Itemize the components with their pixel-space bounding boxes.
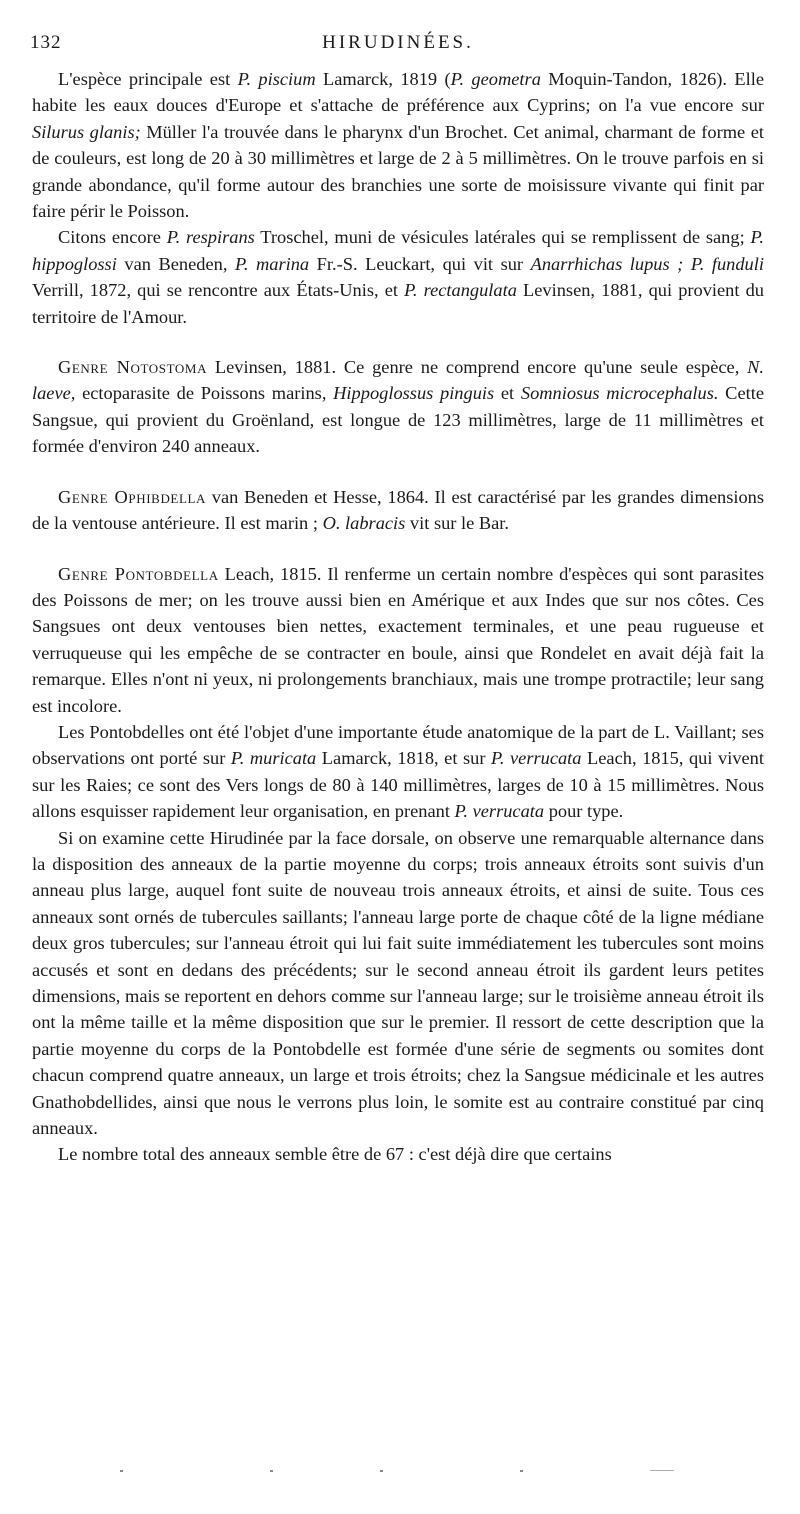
running-title: HIRUDINÉES. bbox=[322, 32, 474, 53]
print-specks bbox=[120, 1470, 680, 1474]
page-body bbox=[32, 66, 764, 1168]
paragraph-genre-ophibdella: Genre Ophibdella van Beneden et Hesse, 1864. Il est caractérisé par les grandes dimensions de la ventouse antérieure. Il est marin ; O. labracis vit sur le Bar. bbox=[32, 486, 765, 534]
genus-heading: Genre Ophibdella bbox=[58, 486, 207, 507]
paragraph-genre-pontobdella: Genre Pontobdella Leach, 1815. Il renferme un certain nombre d'espèces qui sont parasites des Poissons de mer; on les trouve aussi bien en Amérique et aux Indes que sur nos côtes. Ces Sangsues ont deux ventouses bien nettes, exactement terminales, et une peau rugueuse et verruqueuse qui les empêche de se contracter en boule, ainsi que Rondelet en avait déjà fait la remarque. Elles n'ont ni yeux, ni prolongements branchiaux, mais une trompe protractile; leur sang est incolore. bbox=[32, 563, 765, 716]
paragraph-vaillant-study: Les Pontobdelles ont été l'objet d'une importante étude anatomique de la part de L. Vaillant; ses observations ont porté sur P. muricata Lamarck, 1818, et sur P. verrucata Leach, 1815, qui vivent sur les Raies; ce sont des Vers longs de 80 à 140 millimètres, larges de 10 à 15 millimètres. Nous allons esquisser rapidement leur organisation, en prenant P. verrucata pour type. bbox=[32, 721, 764, 822]
paragraph-dorsal-anatomy: Si on examine cette Hirudinée par la face dorsale, on observe une remarquable alternance dans la disposition des anneaux de la partie moyenne du corps; trois anneaux étroits sont suivis d'un anneau plus large, auquel font suite de nouveau trois anneaux étroits, et ainsi de suite. Tous ces anneaux sont ornés de tubercules saillants; l'anneau large porte de chaque côté de la ligne médiane deux gros tubercules; sur l'anneau étroit qui lui fait suite immédiatement les tubercules sont moins accusés et sont en dedans des précédents; sur le second anneau étroit ils gardent leurs petites dimensions, mais se reportent en dehors comme sur l'anneau large; sur le troisième anneau étroit ils ont la même taille et la même disposition que sur le premier. Il ressort de cette description que la partie moyenne du corps de la Pontobdelle est formée d'une série de segments ou somites dont chacun comprend quatre anneaux, un large et trois étroits; chez la Sangsue médicinale et les autres Gnathobdellides, ainsi que nous le verrons plus loin, le somite est au contraire constitué par cinq anneaux. bbox=[32, 827, 764, 1139]
paragraph-other-species: Citons encore P. respirans Troschel, muni de vésicules latérales qui se remplissent de sang; P. hippoglossi van Beneden, P. marina Fr.-S. Leuckart, qui vit sur Anarrhichas lupus ; P. funduli Verrill, 1872, qui se rencontre aux États-Unis, et P. rectangulata Levinsen, 1881, qui provient du territoire de l'Amour. bbox=[32, 227, 764, 327]
paragraph-genre-notostoma: Genre Notostoma Levinsen, 1881. Ce genre ne comprend encore qu'une seule espèce, N. laeve, ectoparasite de Poissons marins, Hippoglossus pinguis et Somniosus microcephalus. Cette Sangsue, qui provient du Groënland, est longue de 123 millimètres, large de 11 millimètres et formée d'environ 240 anneaux. bbox=[32, 357, 764, 457]
genus-heading: Genre Pontobdella bbox=[58, 563, 219, 584]
genus-heading: Genre Notostoma bbox=[58, 357, 208, 378]
page-number: 132 bbox=[30, 32, 62, 53]
paragraph-ring-count: Le nombre total des anneaux semble être de 67 : c'est déjà dire que certains bbox=[58, 1144, 612, 1165]
paragraph-piscium: L'espèce principale est P. piscium Lamarck, 1819 (P. geometra Moquin-Tandon, 1826). Elle habite les eaux douces d'Europe et s'attache de préférence aux Cyprins; on l'a vue encore sur Silurus glanis; Müller l'a trouvée dans le pharynx d'un Brochet. Cet animal, charmant de forme et de couleurs, est long de 20 à 30 millimètres et large de 2 à 5 millimètres. On le trouve parfois en si grande abondance, qu'il forme autour des branchies une sorte de moisissure vivante qui finit par faire périr le Poisson. bbox=[32, 69, 764, 222]
page-header bbox=[30, 30, 766, 58]
